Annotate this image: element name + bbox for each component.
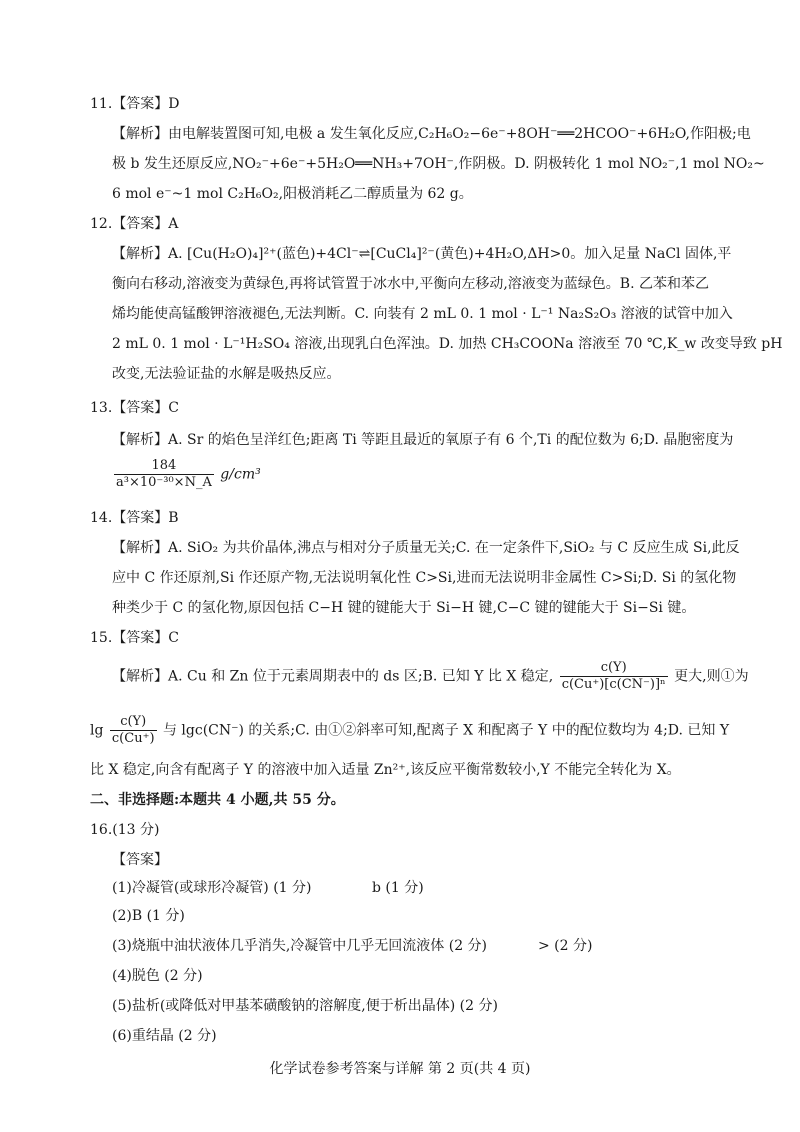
density-numerator: 184 [151,458,177,473]
q16-answer-6: (6)重结晶 (2 分) [112,1028,217,1044]
q12-analysis-line1: 【解析】A. [Cu(H₂O)₄]²⁺(蓝色)+4Cl⁻⇌[CuCl₄]²⁻(黄色)+4H₂O,ΔH>0。加入足量 NaCl 固体,平 [112,246,732,262]
q16-answer-5: (5)盐析(或降低对甲基苯磺酸钠的溶解度,便于析出晶体) (2 分) [112,998,498,1014]
section-heading: 二、非选择题:本题共 4 小题,共 55 分。 [90,792,345,808]
page-footer: 化学试卷参考答案与详解 第 2 页(共 4 页) [269,1061,531,1077]
q11-answer: 11.【答案】D [90,96,180,112]
q12-answer: 12.【答案】A [90,216,179,232]
q12-analysis-line2: 衡向右移动,溶液变为黄绿色,再将试管置于冰水中,平衡向左移动,溶液变为蓝绿色。B. 乙苯和苯乙 [112,276,709,292]
density-fraction [114,458,214,491]
q14-analysis-line3: 种类少于 C 的氢化物,原因包括 C−H 键的键能大于 Si−H 键,C−C 键的键能大于 Si−Si 键。 [112,600,696,616]
q15-analysis-line2 [90,714,729,747]
q12-analysis-line5: 改变,无法验证盐的水解是吸热反应。 [112,366,341,382]
q11-analysis-line2: 极 b 发生还原反应,NO₂⁻+6e⁻+5H₂O══NH₃+7OH⁻,作阴极。D. 阴极转化 1 mol NO₂⁻,1 mol NO₂~ [112,156,765,172]
q15-fraction-1-numerator: c(Y) [600,660,627,675]
q13-analysis-line1: 【解析】A. Sr 的焰色呈洋红色;距离 Ti 等距且最近的氧原子有 6 个,Ti 的配位数为 6;D. 晶胞密度为 [112,432,734,448]
q11-analysis-line1: 【解析】由电解装置图可知,电极 a 发生氧化反应,C₂H₆O₂−6e⁻+8OH⁻══2HCOO⁻+6H₂O,作阳极;电 [112,126,751,142]
q15-line1-text-b: 更大,则①为 [674,668,749,685]
q14-analysis-line2: 应中 C 作还原剂,Si 作还原产物,无法说明氧化性 C>Si,进而无法说明非金属性 C>Si;D. Si 的氢化物 [112,570,737,586]
q11-analysis-line3: 6 mol e⁻~1 mol C₂H₆O₂,阳极消耗乙二醇质量为 62 g。 [112,186,473,202]
density-unit: g/cm³ [220,466,261,483]
q16-heading: 16.(13 分) [90,822,160,838]
q15-lg: lg [90,722,104,739]
q13-answer: 13.【答案】C [90,400,179,416]
q16-answer-3: (3)烧瓶中油状液体几乎消失,冷凝管中几乎无回流液体 (2 分) [112,938,488,954]
q12-analysis-line4: 2 mL 0. 1 mol · L⁻¹H₂SO₄ 溶液,出现乳白色浑浊。D. 加热 CH₃COONa 溶液至 70 ℃,K_w 改变导致 pH [112,336,783,352]
q16-answer-label: 【答案】 [112,852,168,868]
q15-line1-text-a: 【解析】A. Cu 和 Zn 位于元素周期表中的 ds 区;B. 已知 Y 比 X 稳定, [112,668,554,685]
q14-answer: 14.【答案】B [90,510,179,526]
q15-fraction-1-denominator: c(Cu⁺)[c(CN⁻)]ⁿ [561,677,666,692]
q15-fraction-2 [110,714,157,747]
q16-answer-1b: b (1 分) [372,880,424,896]
density-denominator: a³×10⁻³⁰×N_A [116,475,212,490]
q16-answer-1: (1)冷凝管(或球形冷凝管) (1 分) [112,880,312,896]
q15-analysis-line3: 比 X 稳定,向含有配离子 Y 的溶液中加入适量 Zn²⁺,该反应平衡常数较小,Y 不能完全转化为 X。 [90,762,681,778]
q16-answer-4: (4)脱色 (2 分) [112,968,203,984]
q15-answer: 15.【答案】C [90,630,179,646]
q16-answer-2: (2)B (1 分) [112,908,185,924]
q13-density-formula [112,458,261,491]
q14-analysis-line1: 【解析】A. SiO₂ 为共价晶体,沸点与相对分子质量无关;C. 在一定条件下,SiO₂ 与 C 反应生成 Si,此反 [112,540,740,556]
q15-analysis-line1 [112,660,749,693]
q15-line2-text-b: 与 lgc(CN⁻) 的关系;C. 由①②斜率可知,配离子 X 和配离子 Y 中的配位数均为 4;D. 已知 Y [162,722,730,739]
q15-fraction-2-denominator: c(Cu⁺) [111,731,155,746]
q12-analysis-line3: 烯均能使高锰酸钾溶液褪色,无法判断。C. 向装有 2 mL 0. 1 mol · L⁻¹ Na₂S₂O₃ 溶液的试管中加入 [112,306,733,322]
q15-fraction-2-numerator: c(Y) [120,714,147,729]
q15-fraction-1 [560,660,668,693]
q16-answer-3b: > (2 分) [538,938,593,954]
